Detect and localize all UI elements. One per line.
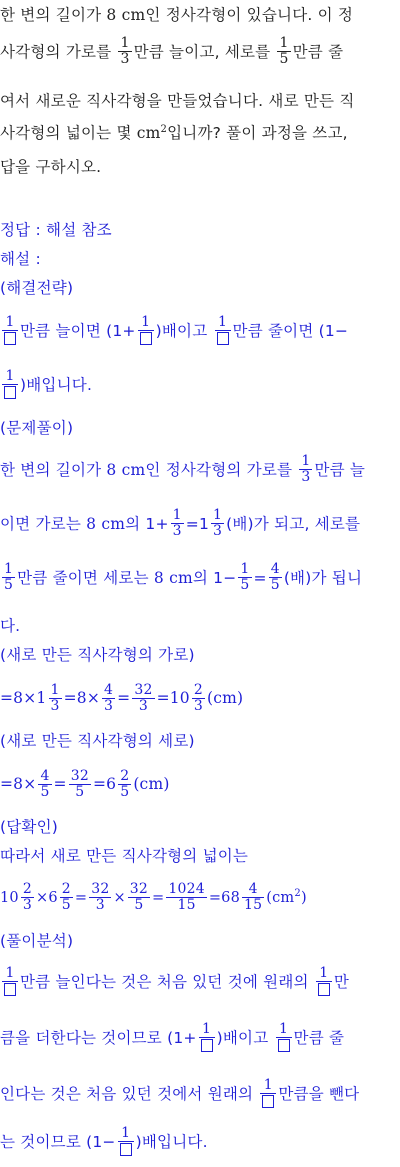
fraction: 1	[260, 1078, 276, 1109]
fraction: $\frac{1}{3}$	[120, 35, 130, 67]
fraction: 1	[215, 315, 231, 346]
fraction: 1	[2, 315, 18, 346]
fraction: $\frac{4}{5}$	[270, 561, 280, 593]
problem-line-2: 사각형의 가로를 $\frac{1}{3}$ 만큼 늘이고, 세로를 $\frac{1}{5}$ 만큼 줄	[0, 35, 344, 67]
fraction: $\frac{32}{5}$	[129, 880, 149, 913]
height-equation: =8× $\frac{4}{5}$ = $\frac{32}{5}$ =6 $\frac{2}{5}$ (cm)	[0, 767, 170, 800]
fraction: 1	[2, 369, 18, 400]
fraction: $\frac{32}{3}$	[134, 681, 153, 714]
solve-line-1: 한 변의 길이가 8 cm인 정사각형의 가로를 $\frac{1}{3}$ 만큼 늘	[0, 453, 366, 485]
fraction: $\frac{1}{5}$	[240, 561, 250, 593]
check-line-1: 따라서 새로 만든 직사각형의 넓이는	[0, 847, 249, 865]
problem-line-4: 사각형의 넓이는 몇 $cm^2$입니까? 풀이 과정을 쓰고,	[0, 123, 348, 142]
fraction: 1	[316, 966, 332, 997]
fraction: 1	[199, 1022, 215, 1053]
width-equation: =8×1 $\frac{1}{3}$ =8× $\frac{4}{3}$ = $\frac{32}{3}$ =10 $\frac{2}{3}$ (cm)	[0, 681, 244, 714]
fraction: $\frac{2}{3}$	[22, 880, 32, 913]
analysis-line-4: 는 것이므로 (1− 1 )배입니다.	[0, 1120, 400, 1164]
area-equation: 10 $\frac{2}{3}$ ×6 $\frac{2}{5}$ = $\frac{32}{3}$ × $\frac{32}{5}$ = $\frac{1024}{15}$ =68 $\frac{4}{15}$ $(cm^2)$	[0, 880, 307, 913]
problem-line-3: 여서 새로운 직사각형을 만들었습니다. 새로 만든 직	[0, 92, 355, 110]
fraction: $\frac{4}{5}$	[40, 767, 50, 800]
fraction: $\frac{2}{3}$	[193, 681, 203, 714]
fraction: $\frac{1}{5}$	[279, 35, 289, 67]
solve-line-3: $\frac{1}{5}$ 만큼 줄이면 세로는 8 cm의 1− $\frac{1}{5}$ = $\frac{4}{5}$ (배)가 됩니	[4, 561, 363, 593]
explain-label: 해설 :	[0, 250, 41, 268]
fraction: $\frac{1}{3}$	[213, 507, 223, 539]
height-heading: (새로 만든 직사각형의 세로)	[0, 732, 195, 750]
fraction: $\frac{1}{3}$	[50, 681, 60, 714]
fraction: $\frac{4}{3}$	[104, 681, 114, 714]
fraction: $\frac{1}{3}$	[301, 453, 311, 485]
fraction: $\frac{1}{3}$	[172, 507, 182, 539]
fraction: $\frac{1}{5}$	[4, 561, 14, 593]
width-heading: (새로 만든 직사각형의 가로)	[0, 646, 195, 664]
fraction: 1	[138, 315, 154, 346]
fraction: 1	[118, 1126, 134, 1157]
check-heading: (답확인)	[0, 818, 59, 836]
fraction: $\frac{1024}{15}$	[168, 880, 205, 913]
fraction: $\frac{2}{5}$	[120, 767, 130, 800]
fraction: $\frac{2}{5}$	[61, 880, 71, 913]
strategy-line-2: 1 )배입니다.	[0, 364, 400, 406]
fraction: $\frac{32}{5}$	[70, 767, 89, 800]
analysis-line-1: 1 만큼 늘인다는 것은 처음 있던 것에 원래의 1 만	[0, 960, 400, 1004]
analysis-line-2: 큼을 더한다는 것이므로 (1+ 1 )배이고 1 만큼 줄	[0, 1016, 400, 1060]
problem-line-1: 한 변의 길이가 8 cm인 정사각형이 있습니다. 이 정	[0, 6, 354, 24]
problem-line-5: 답을 구하시오.	[0, 158, 102, 176]
analysis-line-3: 인다는 것은 처음 있던 것에서 원래의 1 만큼을 뺀다	[0, 1072, 400, 1116]
strategy-line-1: 1 만큼 늘이면 (1+ 1 )배이고 1 만큼 줄이면 (1−	[0, 310, 400, 352]
fraction: $\frac{32}{3}$	[91, 880, 110, 913]
solve-line-2: 이면 가로는 8 cm의 1+ $\frac{1}{3}$ =1 $\frac{1}{3}$ (배)가 되고, 세로를	[0, 507, 361, 539]
fraction: 1	[2, 966, 18, 997]
fraction: $\frac{4}{15}$	[244, 880, 263, 913]
fraction: 1	[276, 1022, 292, 1053]
strategy-heading: (해결전략)	[0, 279, 74, 297]
solve-heading: (문제풀이)	[0, 419, 74, 437]
solve-line-4: 다.	[0, 617, 21, 635]
answer-label: 정답 : 해설 참조	[0, 221, 112, 239]
analysis-heading: (풀이분석)	[0, 932, 74, 950]
